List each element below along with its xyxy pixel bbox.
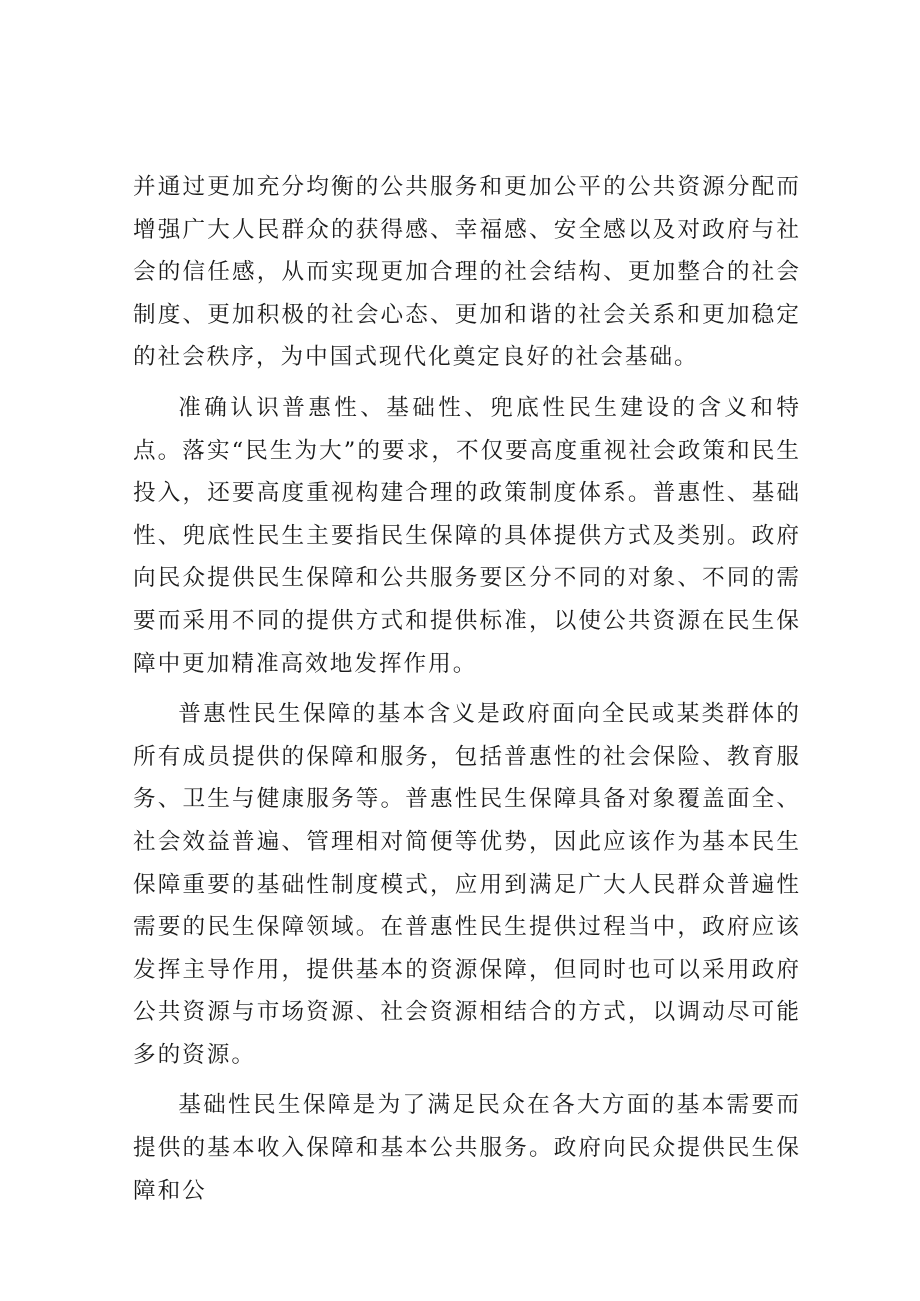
body-text [133,166,801,1220]
paragraph-2: 准确认识普惠性、基础性、兜底性民生建设的含义和特点。落实“民生为大”的要求，不仅要高度重视社会政策和民生投入，还要高度重视构建合理的政策制度体系。普惠性、基础性、兜底性民生主要指民生保障的具体提供方式及类别。政府向民众提供民生保障和公共服务要区分不同的对象、不同的需要而采用不同的提供方式和提供标准，以使公共资源在民生保障中更加精准高效地发挥作用。 [133,394,801,677]
paragraph-1: 并通过更加充分均衡的公共服务和更加公平的公共资源分配而增强广大人民群众的获得感、幸福感、安全感以及对政府与社会的信任感，从而实现更加合理的社会结构、更加整合的社会制度、更加积极的社会心态、更加和谐的社会关系和更加稳定的社会秩序，为中国式现代化奠定良好的社会基础。 [133,174,801,371]
paragraph-4: 基础性民生保障是为了满足民众在各大方面的基本需要而提供的基本收入保障和基本公共服务。政府向民众提供民生保障和公 [133,1092,801,1204]
paragraph-3: 普惠性民生保障的基本含义是政府面向全民或某类群体的所有成员提供的保障和服务，包括普惠性的社会保险、教育服务、卫生与健康服务等。普惠性民生保障具备对象覆盖面全、社会效益普遍、管理相对简便等优势，因此应该作为基本民生保障重要的基础性制度模式，应用到满足广大人民群众普遍性需要的民生保障领域。在普惠性民生提供过程当中，政府应该发挥主导作用，提供基本的资源保障，但同时也可以采用政府公共资源与市场资源、社会资源相结合的方式，以调动尽可能多的资源。 [133,701,801,1068]
